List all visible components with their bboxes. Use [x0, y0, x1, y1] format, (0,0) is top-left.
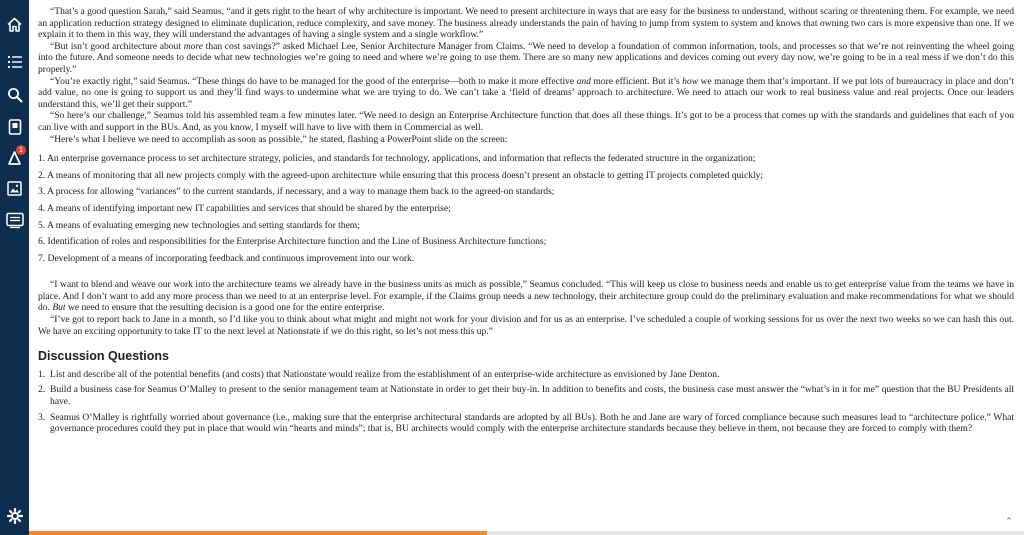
notes-icon[interactable]	[4, 210, 25, 231]
reading-progress-bar	[29, 531, 1024, 535]
discussion-heading: Discussion Questions	[38, 349, 169, 364]
list-item: 6. Identification of roles and responsibilities for the Enterprise Architecture function and the Line of Business Architecture functions;	[38, 236, 547, 248]
list-item: 1. List and describe all of the potential benefits (and costs) that Nationstate would realize from the establishment of an enterprise-wide architecture as envisioned by Jane Denton.	[38, 368, 720, 380]
discussion-list	[38, 369, 1014, 435]
paragraph: “I want to blend and weave our work into the architecture teams we already have in the business units as much as possible,” Seamus concluded. “This will keep us close to business needs and enable us to get enterprise value from the teams we have in place. And I don’t want to add any more process than we need to at an enterprise level. For example, if the Claims group needs a new technology, their architecture group could do the preliminary evaluation and make recommendations for what we should do. But we need to ensure that the resulting decision is a good one for the entire enterprise.	[38, 279, 1014, 314]
home-icon[interactable]	[4, 14, 25, 35]
notification-badge: 1	[16, 145, 26, 155]
paragraph: “But isn’t good architecture about more than cost savings?” asked Michael Lee, Senior Architecture Manager from Claims. “We need to develop a foundation of common information, tools, and processes so that we’re not reinventing the wheel going into the future. And someone needs to decide what new technologies we’re going to need and where we’re going to use them. There are so many new applications and devices coming out every day now, we’re going to be in a real mess if we don’t do this properly.”	[38, 40, 1014, 75]
reader-pane[interactable]	[38, 0, 1014, 535]
list-item: 3. Seamus O’Malley is rightfully worried about governance (i.e., making sure that the enterprise architectural standards are adopted by all BUs). Both he and Jane are wary of forced compliance because such measures lead to “architecture police.” What governance procedures could they put in place that would win “hearts and minds”; that is, BU architects would comply with the enterprise architecture standards because they believe in them, not because they are forced to comply with them?	[38, 411, 1014, 435]
list-item: 7. Development of a means of incorporating feedback and continuous improvement into our work.	[38, 252, 415, 264]
list-item: 2. Build a business case for Seamus O’Malley to present to the senior management team at Nationstate in order to get their buy-in. In addition to benefits and costs, the business case must answer the “what’s in it for me” question that the BU Presidents all have.	[38, 384, 1014, 408]
reading-progress-fill	[29, 531, 487, 535]
paragraph: “Here’s what I believe we need to accomplish as soon as possible,” he stated, flashing a PowerPoint slide on the screen:	[50, 133, 508, 145]
paragraph: “I’ve got to report back to Jane in a month, so I’d like you to think about what might and might not work for your division and for us as an enterprise. I’ve scheduled a couple of working sessions for us over the next two weeks so we can hash this out. We have an exciting opportunity to take IT to the next level at Nationstate if we do this right, so let’s not mess this up.”	[38, 314, 1014, 337]
list-item: 1. An enterprise governance process to set architecture strategy, policies, and standards for technology, applications, and information that reflects the federated structure in the organization;	[38, 153, 756, 165]
bookmark-icon[interactable]	[4, 116, 25, 137]
list-item: 5. A means of evaluating emerging new technologies and setting standards for them;	[38, 219, 360, 231]
search-icon[interactable]	[4, 84, 25, 105]
list-item: 3. A process for allowing “variances” to the current standards, if necessary, and a way to manage them back to the agreed-on standards;	[38, 186, 555, 198]
list-item: 4. A means of identifying important new IT capabilities and services that should be shared by the enterprise;	[38, 202, 451, 214]
paragraph: “You’re exactly right,” said Seamus. “These things do have to be managed for the good of the enterprise—both to make it more effective and more efficient. But it’s how we manage them that’s important. If we put lots of bureaucracy in place and don’t add value, no one is going to support us and they’ll find ways to undermine what we are trying to do. We can’t take a ‘field of dreams’ approach to architecture. We need to attach our work to real business value and real projects. Once our leaders understand this, we’ll get their support.”	[38, 75, 1014, 110]
settings-icon[interactable]	[4, 505, 25, 526]
table-of-contents-icon[interactable]	[4, 51, 25, 72]
notifications-icon[interactable]	[4, 147, 25, 168]
image-gallery-icon[interactable]	[4, 178, 25, 199]
list-item: 2. A means of monitoring that all new projects comply with the agreed-upon architecture while ensuring that this process doesn’t present an obstacle to getting IT projects completed quickly;	[38, 169, 764, 181]
requirements-list	[38, 153, 1014, 264]
chevron-up-icon: ⌃	[1005, 517, 1013, 527]
paragraph: “So here’s our challenge,” Seamus told his assembled team a few minutes later. “We need to design an Enterprise Architecture function that does all these things. It’s got to be a process that comes up with the standards and guidelines that each of you can live with and support in the BUs. And, as you know, I myself will have to live with them in Commercial as well.	[38, 110, 1014, 133]
sidebar	[0, 0, 29, 535]
paragraph: “That’s a good question Sarah,” said Seamus, “and it gets right to the heart of why architecture is important. We need to present architecture in ways that are easy for the business to understand, without scaring or threatening them. For example, we need an application reduction strategy designed to eliminate duplication, reduce complexity, and save money. The business already understands the pain of having to jump from system to system and knows that owning two cars is more expensive than one. If we explain it to them in this way, they will understand the advantages of having a single system and a single workflow.”	[38, 6, 1014, 41]
scroll-to-top-button[interactable]	[1002, 515, 1016, 529]
chapter-content	[38, 6, 1014, 439]
